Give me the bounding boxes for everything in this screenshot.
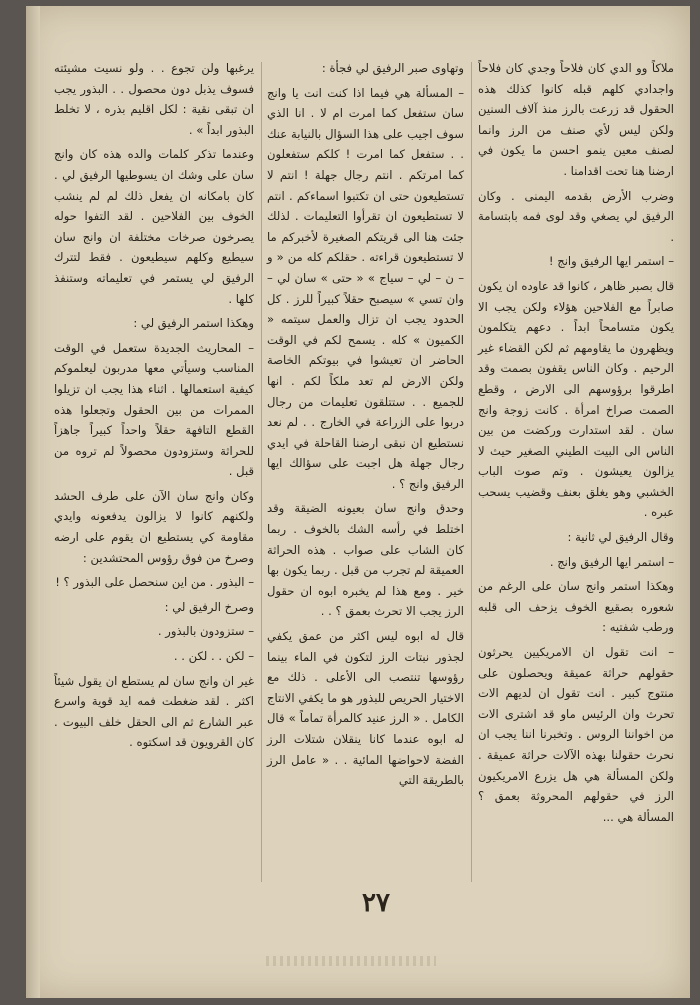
dialogue-line: – المحاريث الجديدة ستعمل في الوقت المناسب وسيأتي معها مدربون ليعلموكم كيفية استعمالها . اثناء هذا يجب ان تزيلوا الممرات من بين الحقول وتجعلوا هذه القطع التافهة حقلاً واحداً كبيراً جاهزاً للحراثة وستزودون محصولاً لم تروه من قبل . [54, 340, 254, 479]
paragraph: غير ان وانج سان لم يستطع ان يقول شيئاً اكثر . لقد ضغطت فمه ايد قوية واسرع عبر الشارع ثم الى الحقل خلف البيوت . كان القرويون قد اسكتوه . [54, 673, 254, 750]
dialogue-line: – انت تقول ان الامريكيين يحرثون حقولهم حراثة عميقة ويحصلون على منتوج كبير . انت تقول ان لديهم الات تحرث وان الرئيس ماو قد اشترى الات من اخواننا الروس . وتخبرنا اننا يجب ان نحرث حقولنا بهذه الآلات حراثة عميقة . ولكن المسألة هي هل يزرع الامريكيون الرز في حقولهم المحروثة بعمق ؟ المسألة هي ... [478, 645, 674, 824]
paragraph: وعندما تذكر كلمات والده هذه كان وانج سان على وشك ان يسوطيها الرفيق لي . كان بامكانه ان يفعل ذلك لم لم ينشب الخوف بين الفلاحين . لقد التفوا حوله يصرخون صرخات مختلفة ان وانج سان سيطيع وكلهم سيطيعون . فقط لتترك الرفيق لي يستمر في تعليماته وستنفذ كلها . [54, 147, 254, 306]
paragraph: قال له ابوه ليس اكثر من عمق يكفي لجذور نبتات الرز لتكون في الماء بينما رؤوسها تنتصب الى الأعلى . ذلك مع الاختيار الحريص للبذور هو ما يكفي الانتاج الكامل . « الرز عنيد كالمرأة تماماً » قال له ابوه عندما كانا ينقلان شتلات الرز الفضة لاحواضها المائية . . « عامل الرز بالطريقة التي [267, 629, 464, 788]
paragraph: وكان وانج سان الآن على طرف الحشد ولكنهم كانوا لا يزالون يدفعونه وايدي مقاومة كي يستطيع ان يقوم على ارضه وصرخ من فوق رؤوس المحتشدين : [54, 488, 254, 565]
dialogue-line: – استمر ايها الرفيق وانج . [549, 554, 674, 569]
dialogue-line: – المسألة هي فيما اذا كنت انت يا وانج سان ستفعل كما امرت ام لا . انا الذي سوف اجيب على هذا السؤال بالنيابة عنك . . ستفعل كما امرت ! كلكم ستفعلون كما امرتكم . انتم رجال جهلة ! انتم لا تستطيعون حتى ان تكتبوا اسماءكم . انتم لا تستطيعون ان تقرأوا التعليمات . لذلك جئت هنا الى قريتكم الصغيرة لأخبركم ما لا تستطيعون قراءته . حقلكم كله من « و – ن – لي – سياج » « حتى » سان لي – وان تسي » سيصبح حقلاً كبيراً للرز . كل الحدود يجب ان تزال والعمل سيتمه « الكميون » كله . يسمح لكم في الوقت الحاضر ان تعيشوا في بيوتكم الخاصة ولكن الارض لم تعد ملكاً لكم . انها للجميع . . ستتلقون تعليمات من رجال دربوا على الزراعة في الخارج . . لم نعد نستطيع ان نبقى ارضنا القاحلة في ايدي رجال جهلة هل اجبت على سؤالك ايها الرفيق وانج ؟ . [267, 85, 464, 491]
paragraph: وضرب الأرض بقدمه اليمنى . وكان الرفيق لي يصغي وقد لوى فمه بابتسامة . [478, 188, 674, 244]
paragraph: وتهاوى صبر الرفيق لي فجأة : [321, 61, 464, 75]
paragraph: وحدق وانج سان بعيونه الضيقة وقد اختلط في رأسه الشك بالخوف . ربما كان الشاب على صواب . هذه الحراثة العميقة لم تجرب من قبل . ربما يكون بها خير . ومع هذا لم يخبره ابوه ان حقول الرز يجب الا تحرث بعمق ؟ . . [267, 501, 464, 619]
text-column-left [54, 58, 254, 757]
paragraph: وهكذا استمر وانج سان على الرغم من شعوره بصقيع الخوف يزحف الى قلبه ورطب شفتيه : [478, 579, 674, 635]
paragraph: وصرخ الرفيق لي : [164, 599, 254, 614]
page-number: ٢٧ [362, 888, 390, 918]
paragraph: وهكذا استمر الرفيق لي : [133, 316, 254, 331]
text-column-middle [267, 58, 464, 795]
print-smudge [266, 956, 436, 966]
dialogue-line: – البذور . من اين سنحصل على البذور ؟ ! [55, 575, 254, 590]
column-divider [471, 62, 472, 882]
paragraph: يرغبها ولن تجوع . . ولو نسيت مشيئته فسوف يذبل دون محصول . . البذور يجب ان تبقى نقية : لكل اقليم بذره ، لا تخلط البذور ابداً » . [54, 61, 254, 137]
text-column-right [478, 58, 674, 831]
dialogue-line: – لكن . . لكن . . [173, 649, 254, 664]
paragraph: قال بصبر ظاهر ، كانوا قد عاوده ان يكون صابراً مع الفلاحين هؤلاء ولكن يجب الا يكون متسامحاً ابداً . دعهم يتكلمون ويظهرون ما يقاومهم ثم لكن القضاء غير الرحيم . وكان الناس يقفون بصمت وقد اطرقوا برؤوسهم الى الارض ، وقطع الصمت صراخ امرأة . كانت زوجة وانج سان . لقد استدارت وركضت من بين الناس الى البيت الطيني الصغير حيث لا يزالون يعيشون . وتم صوت الباب الخشبي وهو يغلق بعنف وقضيب يسحب عبره . [478, 278, 674, 520]
column-divider [261, 62, 262, 882]
paragraph: وقال الرفيق لي ثانية : [567, 530, 674, 545]
dialogue-line: – ستزودون بالبذور . [157, 624, 254, 639]
magazine-page [26, 6, 690, 998]
paragraph: ملاكاً وو الدي كان فلاحاً وجدي كان فلاحاً واجدادي كلهم قبله كانوا كذلك هذه الحقول قد زرعت بالرز منذ آلاف السنين ولكن ليس لأي صنف من الرز وانما لصنف معين ينمو احسن ما يكون في ارضنا هنا تحت اقدامنا . [478, 61, 674, 178]
page-binding-edge [26, 6, 40, 998]
dialogue-line: – استمر ايها الرفيق وانج ! [548, 254, 674, 269]
